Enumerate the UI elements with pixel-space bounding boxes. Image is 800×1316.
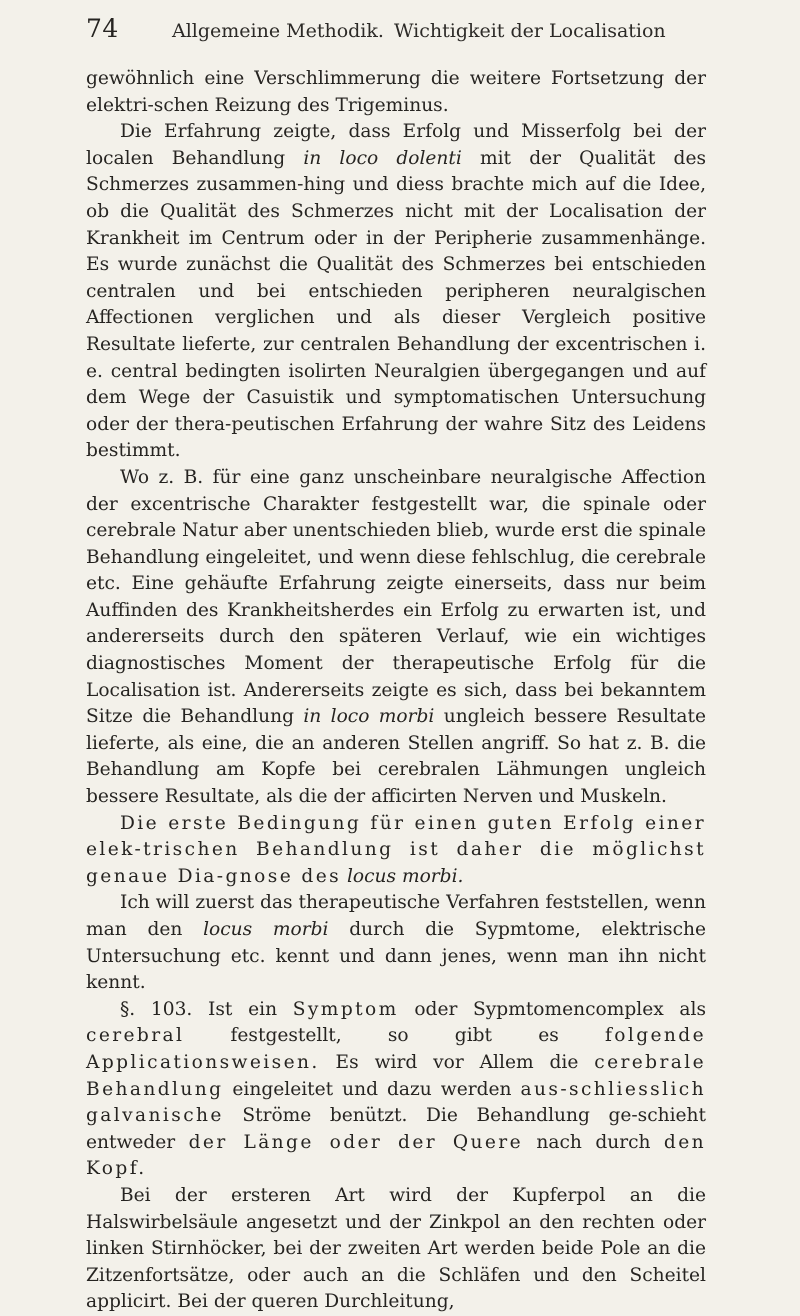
text-run: Es wird vor Allem die [319, 1051, 595, 1073]
text-run: eingeleitet und dazu werden [223, 1078, 521, 1100]
paragraph-6 [86, 997, 706, 1183]
spaced-emphasis: cerebrale Behandlung [86, 1051, 706, 1100]
paragraph-2 [86, 119, 706, 465]
italic-phrase: locus morbi. [346, 865, 464, 887]
italic-phrase: locus morbi [203, 919, 329, 940]
text-run: mit der Qualität des Schmerzes zusammen-hing und diess brachte mich auf die Idee, ob die Qualität des Schmerzes nicht mit der Localisation der Krankheit im Centrum oder in der Peripherie zusammenhänge. Es wurde zunächst die Qualität des Schmerzes bei entschieden centralen und bei entschieden peripheren neuralgischen Affectionen verglichen und als dieser Vergleich positive Resultate lieferte, zur centralen Behandlung der excentrischen i. e. central bedingten isolirten Neuralgien übergegangen und auf dem Wege der Casuistik und symptomatischen Untersuchung oder der thera-peutischen Erfahrung der wahre Sitz des Leidens bestimmt. [86, 147, 707, 462]
spaced-emphasis: der Länge oder der Quere [188, 1131, 523, 1153]
text-run: Bei der ersteren Art wird der Kupferpol an die Halswirbelsäule angesetzt und der Zinkpol an den rechten oder linken Stirnhöcker, bei der zweiten Art werden beide Pole an die Zitzenfortsätze, oder auch an die Schläfen und den Scheitel applicirt. Bei der queren Durchleitung, [86, 1184, 706, 1313]
page-number: 74 [86, 14, 119, 43]
spaced-emphasis: aus-schliesslich galvanische [86, 1078, 706, 1127]
text-run: oder Sypmtomencomplex als [398, 998, 706, 1020]
paragraph-3 [86, 465, 706, 811]
paragraph-5 [86, 890, 706, 996]
paragraph-7 [86, 1183, 706, 1316]
spaced-emphasis: cerebral [86, 1025, 185, 1047]
text-run: Ströme benützt. Die Behandlung ge-schieht entweder [86, 1105, 706, 1153]
text-run: ungleich bessere Resultate lieferte, als eine, die an anderen Stellen angriff. So hat z. B. die Behandlung am Kopfe bei cerebralen Lähmungen ungleich bessere Resultate, als die der afficirten Nerven und Muskeln. [86, 706, 706, 808]
text-run: durch die Sypmtome, elektrische Untersuchung etc. kennt und dann jenes, wenn man ihn nicht kennt. [86, 919, 706, 994]
paragraph-1 [86, 66, 706, 119]
body-text [86, 66, 706, 1316]
text-run: gewöhnlich eine Verschlimmerung die weitere Fortsetzung der elektri-schen Reizung des Trigeminus. [86, 68, 706, 116]
text-run: nach durch [522, 1131, 664, 1153]
text-run: §. 103. Ist ein [120, 998, 293, 1020]
spaced-emphasis: folgende Applicationsweisen. [86, 1025, 706, 1073]
italic-phrase: in loco morbi [303, 706, 435, 728]
running-title [172, 20, 666, 42]
spaced-emphasis: Die erste Bedingung für einen guten Erfolg einer elek-trischen Behandlung ist daher die möglichst genaue Dia-gnose des [86, 812, 706, 887]
text-run: festgestellt, so gibt es [184, 1025, 605, 1047]
text-run: Wo z. B. für eine ganz unscheinbare neuralgische Affection der excentrische Charakter festgestellt war, die spinale oder cerebrale Natur aber unentschieden blieb, wurde erst die spinale Behandlung eingeleitet, und wenn diese fehlschlug, die cerebrale etc. Eine gehäufte Erfahrung zeigte einerseits, dass nur beim Auffinden des Krankheitsherdes ein Erfolg zu erwarten ist, und andererseits durch den späteren Verlauf, wie ein wichtiges diagnostisches Moment der therapeutische Erfolg für die Localisation ist. Andererseits zeigte es sich, dass bei bekanntem Sitze die Behandlung [86, 466, 706, 728]
running-title-part-1: Allgemeine Methodik. [172, 20, 384, 42]
running-head [86, 14, 706, 54]
spaced-emphasis: den Kopf. [86, 1131, 707, 1180]
paragraph-4 [86, 811, 706, 891]
italic-phrase: in loco dolenti [303, 147, 462, 169]
text-run: Ich will zuerst das therapeutische Verfahren feststellen, wenn man den [86, 892, 706, 940]
text-run: Die Erfahrung zeigte, dass Erfolg und Misserfolg bei der localen Behandlung [86, 121, 706, 169]
running-title-part-2: Wichtigkeit der Localisation [393, 20, 666, 42]
spaced-emphasis: Symptom [292, 998, 399, 1020]
